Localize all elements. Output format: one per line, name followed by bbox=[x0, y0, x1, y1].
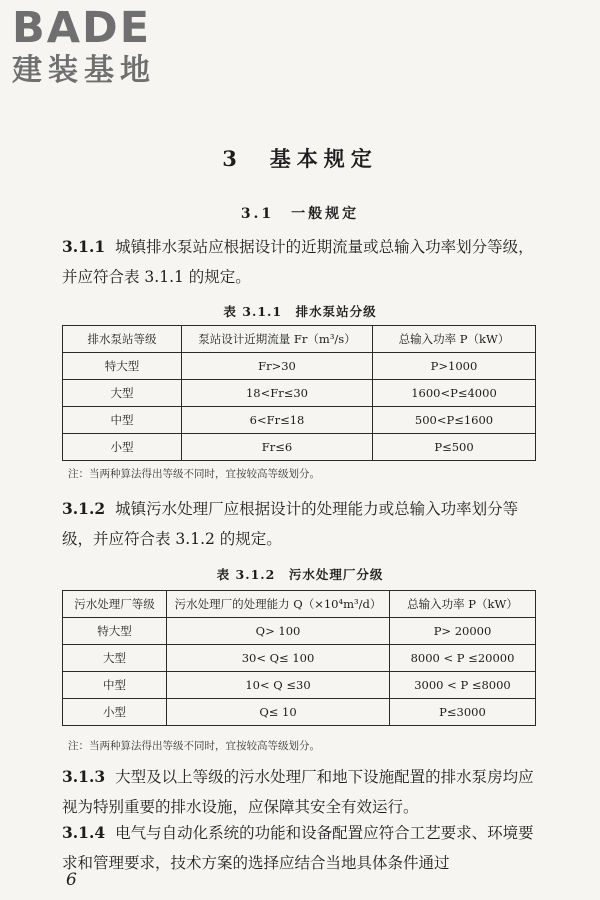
table-cell: 小型 bbox=[63, 699, 167, 726]
clause-text: 城镇污水处理厂应根据设计的处理能力或总输入功率划分等级，并应符合表 3.1.2 的规定。 bbox=[62, 500, 519, 548]
table-row bbox=[63, 645, 536, 672]
table-row bbox=[63, 672, 536, 699]
table-3-1-2-caption: 表 3.1.2 污水处理厂分级 bbox=[216, 567, 384, 582]
table-cell: P> 20000 bbox=[390, 618, 536, 645]
table-cell: 大型 bbox=[63, 645, 167, 672]
table-3-1-1 bbox=[62, 325, 536, 461]
table-cell: 18<Fr≤30 bbox=[182, 380, 373, 407]
clause-3-1-3 bbox=[62, 762, 542, 822]
table-row bbox=[63, 434, 536, 461]
table-cell: 10< Q ≤30 bbox=[167, 672, 390, 699]
page-number: 6 bbox=[66, 870, 77, 890]
table-cell: 1600<P≤4000 bbox=[373, 380, 536, 407]
clause-text: 大型及以上等级的污水处理厂和地下设施配置的排水泵房均应视为特别重要的排水设施，应保障其安全有效运行。 bbox=[62, 768, 534, 816]
table-cell: 3000 < P ≤8000 bbox=[390, 672, 536, 699]
table-cell: 大型 bbox=[63, 380, 182, 407]
table-header-row bbox=[63, 591, 536, 618]
table-header-cell: 排水泵站等级 bbox=[63, 326, 182, 353]
clause-number: 3.1.4 bbox=[62, 823, 106, 842]
clause-3-1-4 bbox=[62, 818, 542, 878]
table-row bbox=[63, 699, 536, 726]
table-3-1-2-note: 注：当两种算法得出等级不同时，宜按较高等级划分。 bbox=[68, 740, 320, 752]
table-cell: 小型 bbox=[63, 434, 182, 461]
chapter-title: 3 基本规定 bbox=[222, 146, 378, 171]
clause-number: 3.1.1 bbox=[62, 237, 106, 256]
table-row bbox=[63, 618, 536, 645]
logo-subtitle: 建装基地 bbox=[12, 53, 156, 88]
table-header-cell: 污水处理厂等级 bbox=[63, 591, 167, 618]
clause-text: 城镇排水泵站应根据设计的近期流量或总输入功率划分等级，并应符合表 3.1.1 的规定。 bbox=[62, 238, 534, 286]
table-header-cell: 污水处理厂的处理能力 Q（×10⁴m³/d） bbox=[167, 591, 390, 618]
table-cell: 500<P≤1600 bbox=[373, 407, 536, 434]
table-cell: Q≤ 10 bbox=[167, 699, 390, 726]
table-header-cell: 泵站设计近期流量 Fr（m³/s） bbox=[182, 326, 373, 353]
table-3-1-2 bbox=[62, 590, 536, 726]
logo-wordmark: BADE bbox=[12, 3, 152, 53]
table-cell: Fr≤6 bbox=[182, 434, 373, 461]
table-cell: P≤3000 bbox=[390, 699, 536, 726]
table-header-cell: 总输入功率 P（kW） bbox=[390, 591, 536, 618]
table-cell: Q> 100 bbox=[167, 618, 390, 645]
table-3-1-1-note: 注：当两种算法得出等级不同时，宜按较高等级划分。 bbox=[68, 468, 320, 480]
table-3-1-1-caption: 表 3.1.1 排水泵站分级 bbox=[223, 304, 377, 319]
clause-3-1-1 bbox=[62, 232, 542, 292]
table-cell: P>1000 bbox=[373, 353, 536, 380]
table-cell: 中型 bbox=[63, 407, 182, 434]
table-cell: 特大型 bbox=[63, 353, 182, 380]
table-row bbox=[63, 407, 536, 434]
clause-3-1-2 bbox=[62, 494, 542, 554]
table-cell: 中型 bbox=[63, 672, 167, 699]
table-cell: 特大型 bbox=[63, 618, 167, 645]
table-row bbox=[63, 353, 536, 380]
table-cell: 30< Q≤ 100 bbox=[167, 645, 390, 672]
table-header-cell: 总输入功率 P（kW） bbox=[373, 326, 536, 353]
clause-number: 3.1.2 bbox=[62, 499, 106, 518]
clause-text: 电气与自动化系统的功能和设备配置应符合工艺要求、环境要求和管理要求，技术方案的选择应结合当地具体条件通过 bbox=[62, 824, 534, 872]
brand-logo bbox=[12, 4, 156, 90]
table-row bbox=[63, 380, 536, 407]
table-cell: Fr>30 bbox=[182, 353, 373, 380]
table-cell: P≤500 bbox=[373, 434, 536, 461]
clause-number: 3.1.3 bbox=[62, 767, 106, 786]
table-cell: 6<Fr≤18 bbox=[182, 407, 373, 434]
table-header-row bbox=[63, 326, 536, 353]
section-title: 3.1 一般规定 bbox=[240, 206, 360, 222]
table-cell: 8000 < P ≤20000 bbox=[390, 645, 536, 672]
